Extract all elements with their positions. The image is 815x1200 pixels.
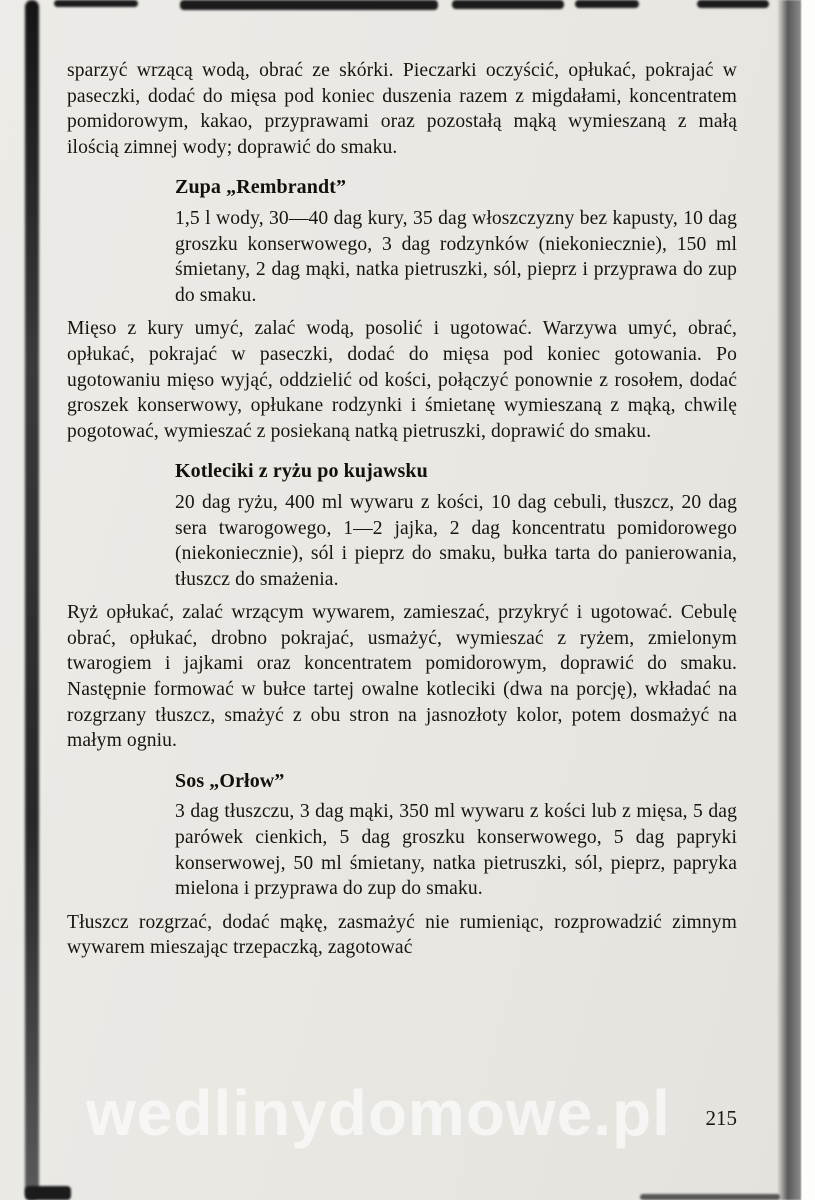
recipe-ingredients-sos-orlow: 3 dag tłuszczu, 3 dag mąki, 350 ml wywaru z kości lub z mięsa, 5 dag parówek cienkich, 5 dag groszku konserwowego, 5 dag papryki konserwowej, 50 ml śmietany, natka pietruszki, sól, pieprz, papryka mielona i przyprawa do zup do smaku. [175, 801, 737, 900]
scan-artifact-bottom-left [25, 1186, 71, 1200]
scan-artifact-top-5 [697, 0, 769, 8]
scan-edge-left [25, 0, 39, 1200]
recipe-ingredients-kotleciki: 20 dag ryżu, 400 ml wywaru z kości, 10 dag cebuli, tłuszcz, 20 dag sera twarogowego, 1—2 jajka, 2 dag koncentratu pomidorowego (niekoniecznie), sól i pieprz do smaku, bułka tarta do panierowania, tłuszcz do smażenia. [175, 491, 737, 590]
recipe-ingredients-zupa-rembrandt: 1,5 l wody, 30—40 dag kury, 35 dag włoszczyzny bez kapusty, 10 dag groszku konserwowego, 3 dag rodzynków (niekoniecznie), 150 ml śmietany, 2 dag mąki, natka pietruszki, sól, pieprz i przyprawa do zup do smaku. [175, 207, 737, 306]
recipe-instructions-sos-orlow: Tłuszcz rozgrzać, dodać mąkę, zasmażyć nie rumieniąc, rozprowadzić zimnym wywarem mieszając trzepaczką, zagotować [67, 911, 737, 959]
recipe-instructions-zupa-rembrandt: Mięso z kury umyć, zalać wodą, posolić i ugotować. Warzywa umyć, obrać, opłukać, pokrajać w paseczki, dodać do mięsa pod koniec gotowania. Po ugotowaniu mięso wyjąć, oddzielić od kości, połączyć ponownie z rosołem, dodać groszek konserwowy, opłukane rodzynki i śmietanę wymieszaną z mąką, chwilę pogotować, wymieszać z posiekaną natką pietruszki, doprawić do smaku. [67, 318, 737, 442]
recipe-title-zupa-rembrandt: Zupa „Rembrandt” [175, 176, 347, 199]
scan-artifact-bottom-right [640, 1194, 780, 1200]
scan-artifact-top-1 [54, 0, 138, 7]
page-text-block [67, 58, 737, 961]
scan-artifact-top-2 [180, 0, 438, 10]
watermark-text: wedlinydomowe.pl [86, 1077, 671, 1149]
recipe-instructions-kotleciki: Ryż opłukać, zalać wrzącym wywarem, zamieszać, przykryć i ugotować. Cebulę obrać, opłukać, drobno pokrajać, usmażyć, wymieszać z ryżem, zmielonym twarogiem i jajkami oraz koncentratem pomidorowym, doprawić do smaku. Następnie formować w bułce tartej owalne kotleciki (dwa na porcję), wkładać na rozgrzany tłuszcz, smażyć z obu stron na jasnozłoty kolor, potem dosmażyć na małym ogniu. [67, 602, 737, 752]
continuation-paragraph: sparzyć wrzącą wodą, obrać ze skórki. Pieczarki oczyścić, opłukać, pokrajać w paseczki, dodać do mięsa pod koniec duszenia razem z migdałami, koncentratem pomidorowym, kakao, przyprawami oraz pozostałą mąką wymieszaną z małą ilością zimnej wody; doprawić do smaku. [67, 60, 737, 158]
scan-artifact-top-4 [575, 0, 639, 8]
recipe-title-sos-orlow: Sos „Orłow” [175, 769, 285, 792]
scan-artifact-top-3 [452, 0, 564, 9]
page-number: 215 [705, 1106, 737, 1130]
scan-edge-right [777, 0, 801, 1200]
recipe-title-kotleciki: Kotleciki z ryżu po kujawsku [175, 460, 428, 483]
